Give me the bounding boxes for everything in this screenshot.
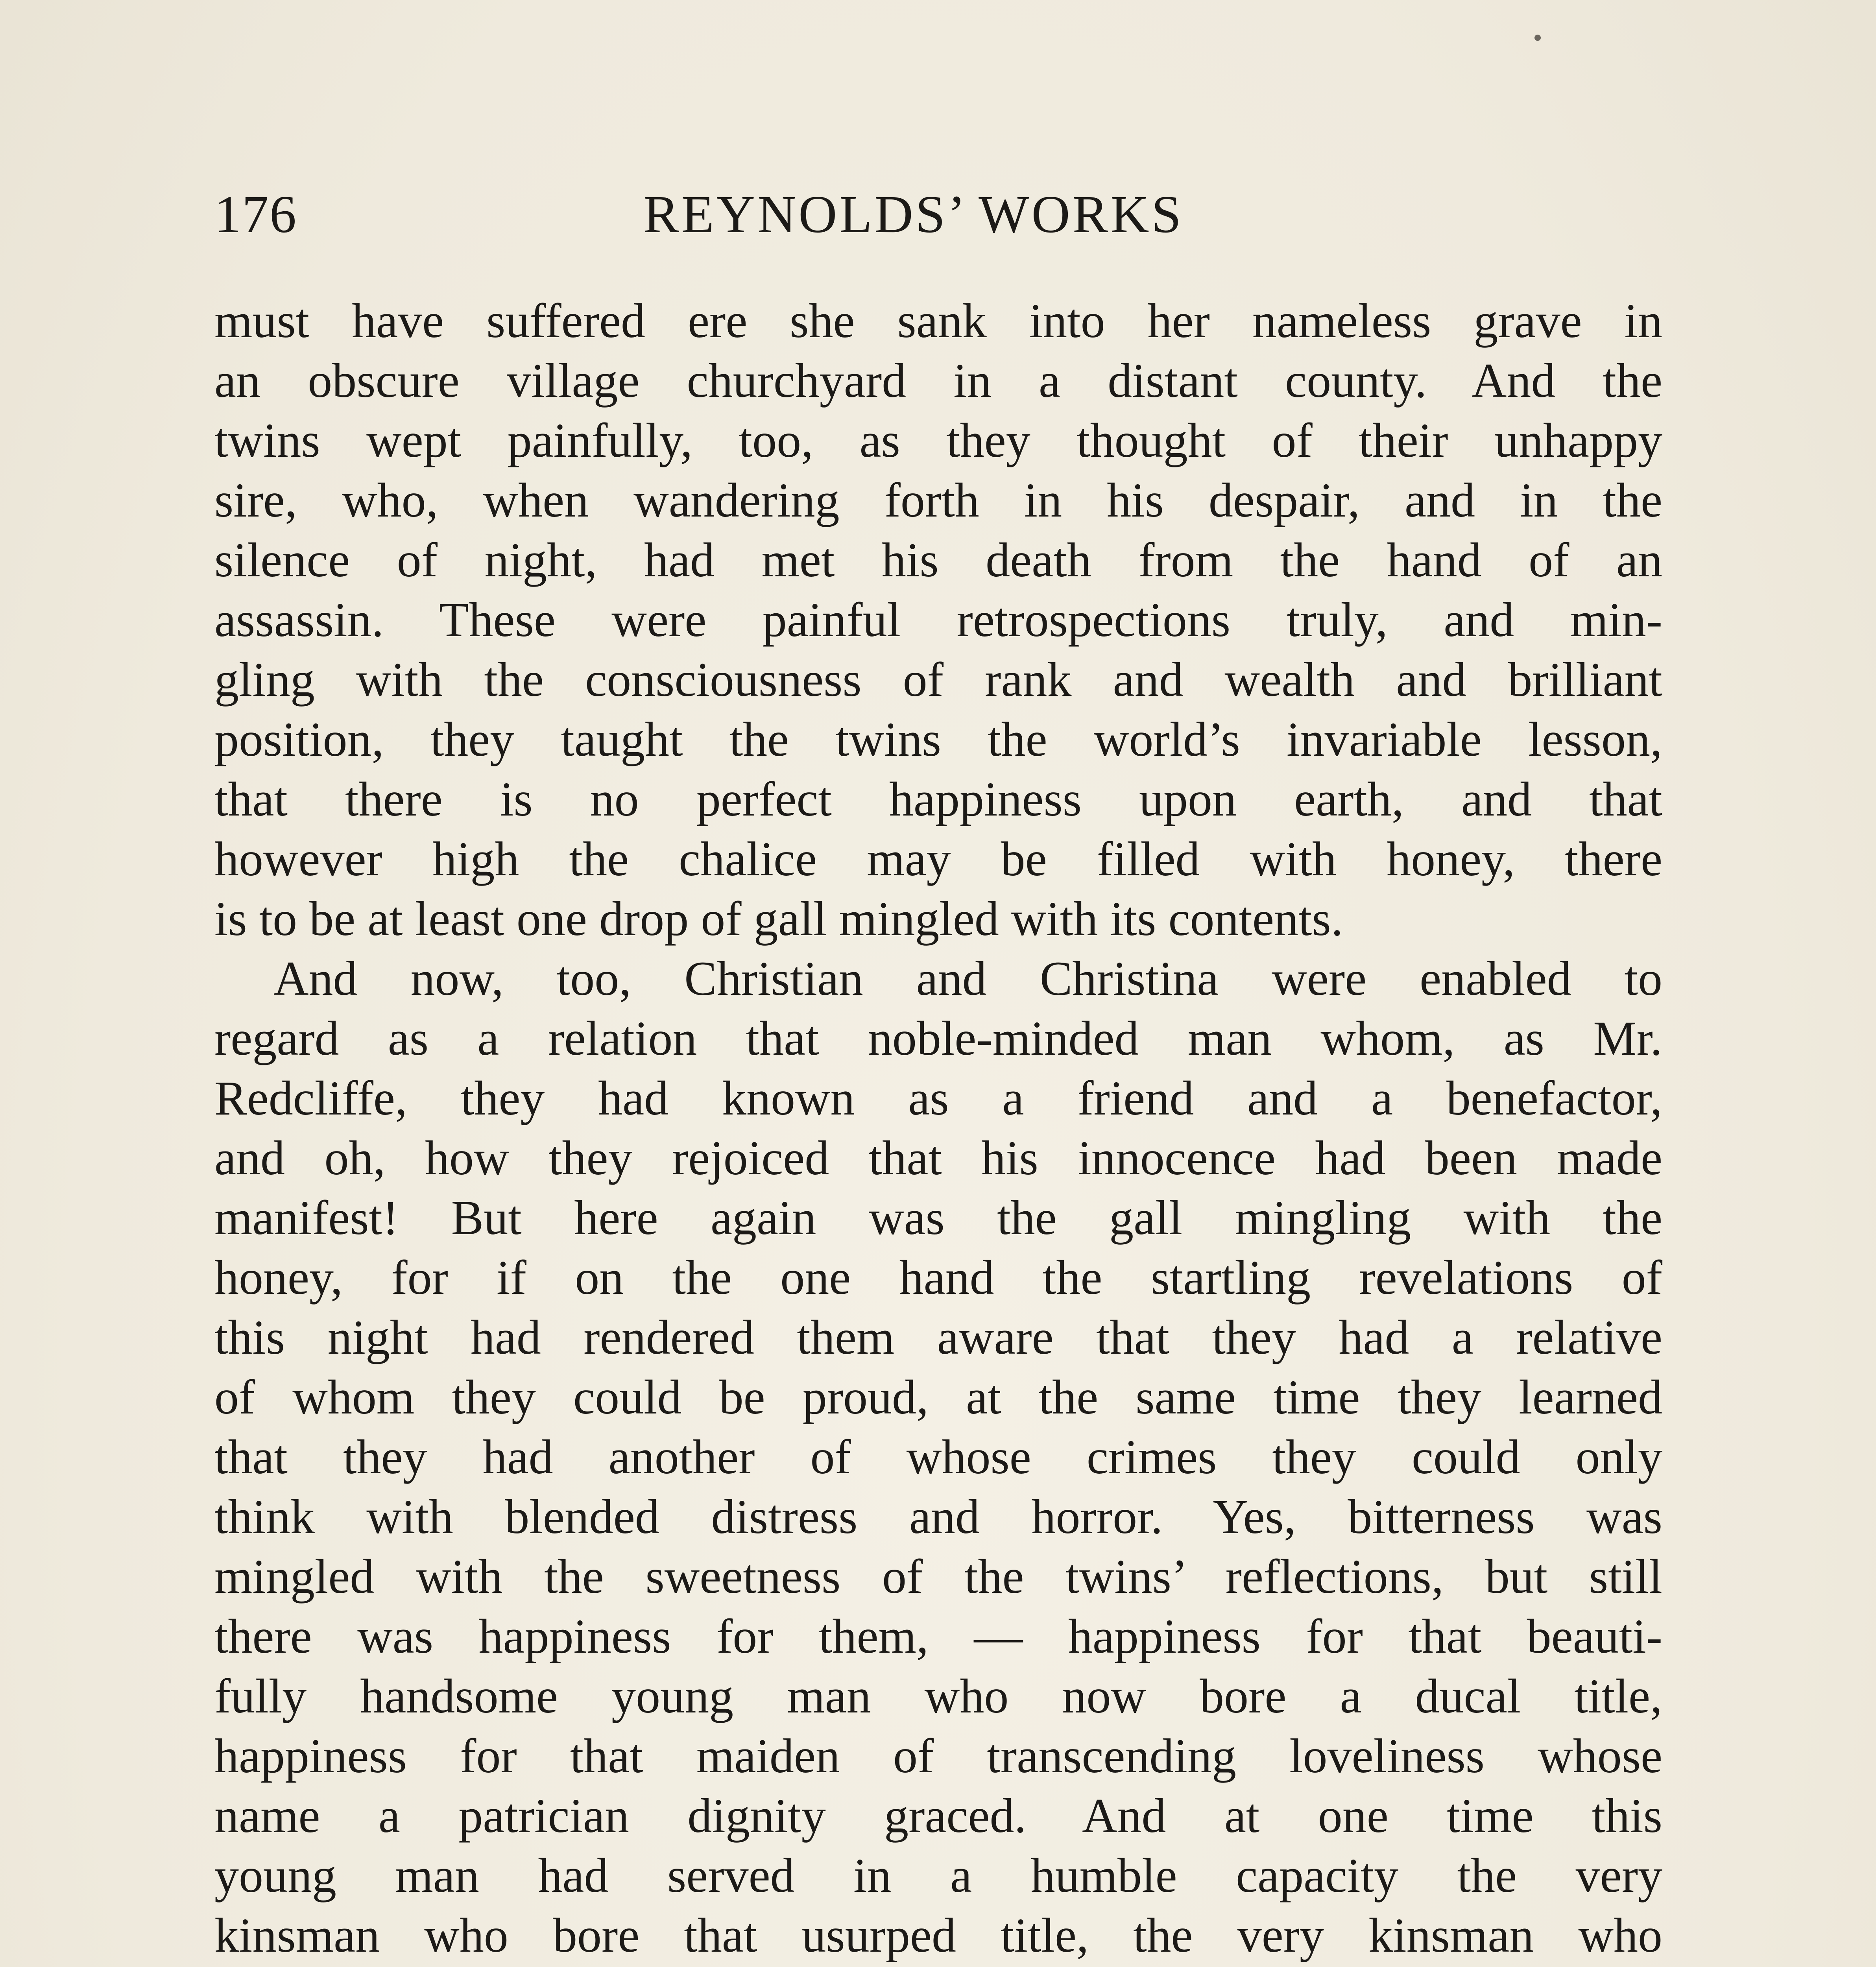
text-line: Redcliffe, they had known as a friend and a benefactor, [214, 1071, 1662, 1125]
text-line: regard as a relation that noble-minded man whom, as Mr. [214, 1011, 1662, 1065]
text-line: that there is no perfect happiness upon earth, and that [214, 772, 1662, 826]
text-line: fully handsome young man who now bore a ducal title, [214, 1669, 1662, 1723]
text-line: is to be at least one drop of gall mingled with its contents. [214, 892, 1343, 946]
text-line: this night had rendered them aware that they had a relative [214, 1310, 1662, 1364]
text-line: name a patrician dignity graced. And at one time this [214, 1789, 1662, 1843]
running-title: REYNOLDS’ WORKS [643, 185, 1184, 244]
text-line: an obscure village churchyard in a distant county. And the [214, 354, 1662, 408]
text-line: think with blended distress and horror. Yes, bitterness was [214, 1490, 1662, 1544]
text-line: happiness for that maiden of transcending loveliness whose [214, 1729, 1662, 1783]
text-line: that they had another of whose crimes they could only [214, 1430, 1662, 1484]
text-line: and oh, how they rejoiced that his innocence had been made [214, 1131, 1662, 1185]
text-line: mingled with the sweetness of the twins’ reflections, but still [214, 1550, 1662, 1603]
page-number: 176 [214, 185, 297, 244]
text-line [214, 1965, 1662, 1967]
text-line: position, they taught the twins the world’s invariable lesson, [214, 712, 1662, 766]
text-line: kinsman who bore that usurped title, the very kinsman who [214, 1908, 1662, 1962]
text-line: of whom they could be proud, at the same time they learned [214, 1370, 1662, 1424]
text-line: honey, for if on the one hand the startling revelations of [214, 1251, 1662, 1305]
text-line: must have suffered ere she sank into her nameless grave in [214, 294, 1662, 348]
text-line: manifest! But here again was the gall mingling with the [214, 1191, 1662, 1245]
text-line: there was happiness for them, — happiness for that beauti- [214, 1609, 1662, 1663]
text-line: And now, too, Christian and Christina were enabled to [273, 952, 1662, 1006]
text-line: assassin. These were painful retrospections truly, and min- [214, 593, 1662, 647]
text-line: however high the chalice may be filled with honey, there [214, 832, 1662, 886]
ink-speck [1534, 35, 1541, 41]
text-line: gling with the consciousness of rank and wealth and brilliant [214, 653, 1662, 707]
running-head [214, 181, 1269, 248]
body-text [214, 291, 1662, 1967]
text-line: twins wept painfully, too, as they thought of their unhappy [214, 413, 1662, 467]
text-line: sire, who, when wandering forth in his despair, and in the [214, 473, 1662, 527]
text-line: young man had served in a humble capacity the very [214, 1849, 1662, 1902]
text-line: silence of night, had met his death from the hand of an [214, 533, 1662, 587]
